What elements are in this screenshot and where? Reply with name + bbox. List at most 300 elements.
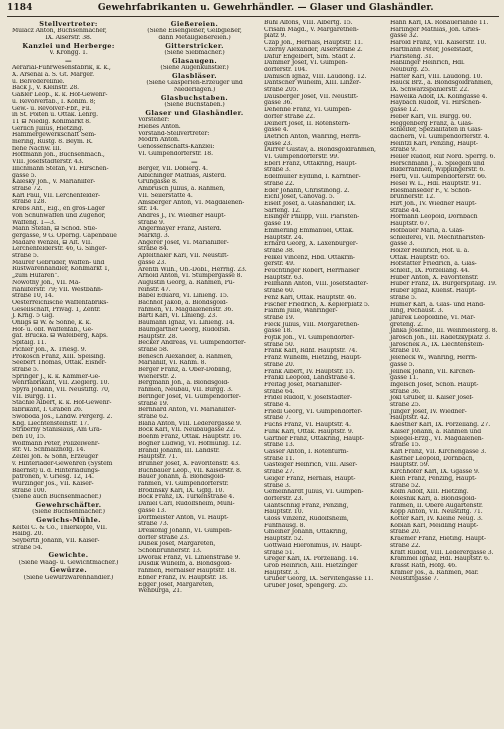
directory-entry-line: straße 11.: [264, 455, 295, 462]
directory-entry-line: straße 84.: [138, 246, 169, 253]
directory-entry-line: Gasser Anton, I. Rotenturm-: [264, 449, 349, 455]
directory-entry-line: Frank Albert, IV. Hauptstr. 15.: [264, 368, 355, 375]
directory-entry-line: Boehm Franz, Ottak. Hauptstr. 16.: [138, 434, 242, 441]
directory-entry-line: Böck Franz, IX. Türkenstraße 4.: [138, 494, 235, 501]
directory-entry-line: Zeifel Joh. & Sohn, Erzeuger: [12, 454, 99, 461]
directory-entry-line: Eberl Franz, Ottakring, Haupt-: [264, 160, 357, 167]
directory-entry-line: Crisam Magd., V. Margarethen-: [264, 26, 359, 33]
directory-entry-line: Harold Franz, VII. Kaiserstr. 10.: [390, 40, 487, 47]
directory-entry-line: gasse 3.: [390, 241, 415, 248]
directory-entry-line: Eder Johann, Christinong. 2.: [264, 187, 350, 194]
directory-entry-line: straße 51.: [264, 549, 295, 556]
directory-entry-line: straße 44.: [390, 207, 421, 214]
directory-entry-line: Vorsteher:: [138, 117, 170, 124]
directory-entry-line: Huber Anton, X. Favoritenstr.: [390, 274, 479, 281]
directory-entry-line: Bilderrahmen, Wipplingerstr. 6.: [390, 167, 486, 174]
directory-entry-line: Hörmann Leopold, Dornbach: [390, 214, 478, 221]
directory-entry-line: Deinert Josef, II. Rotenstern-: [264, 120, 351, 127]
directory-entry-line: schleif., IX. Porzellang. 44.: [390, 268, 470, 275]
directory-entry-line: Gartner Franz, Ottakring, Haupt-: [264, 435, 364, 442]
directory-entry-line: Arnold Anton, VI. Stumpergasse 8.: [138, 273, 243, 280]
directory-entry-line: Buhl Alfons, VIII. Albertg. 15.: [264, 20, 353, 26]
directory-entry-line: Fischer Friedrich, X. Keplerplatz 5.: [264, 301, 370, 308]
directory-entry-line: Berger, VII. Döblerg. 4.: [138, 165, 208, 172]
directory-entry-line: Angermayer Franz, Alsterd.: [138, 226, 222, 233]
directory-entry-line: Modrn Anton.: [138, 137, 180, 144]
directory-entry-line: Janka Josefine, III. Weinmeisterg. 8.: [390, 328, 498, 335]
directory-entry-line: riahilferstr. 79; VII. Westbahn-: [12, 286, 103, 293]
directory-entry-line: (Siehe Siebmacher.): [164, 50, 225, 57]
directory-entry-line: Dußek Josef, Margareten,: [138, 541, 216, 548]
directory-entry-line: Kbg. Liechtensteinstr. 17.: [12, 420, 89, 427]
directory-entry-line: Wolfmann Peter, Polizeiwehr-: [12, 440, 100, 447]
directory-entry-line: straße 22.: [264, 180, 295, 187]
directory-entry-line: Greger Karl, IX. Porzellang. 14.: [264, 556, 359, 563]
directory-entry-line: Nowotny Joh., VII. Ma-: [12, 279, 81, 286]
directory-entry-line: Kaestner Karl, IX. Porzellang. 27.: [390, 422, 491, 429]
directory-entry-line: Hoffmann Joh., Büchsenmach.,: [12, 152, 105, 159]
directory-entry-line: Kolm Adolf, XIII. Hietzing.: [390, 489, 469, 496]
directory-entry-line: Neustiftgasse 7.: [390, 576, 439, 583]
directory-entry-line: Andres J., IV. Wiedner Haupt-: [138, 212, 226, 219]
directory-entry-line: gerstr. 49.: [264, 261, 295, 268]
page-header: [7, 3, 499, 17]
directory-entry-line: Hatter Karl, VIII. Laudong. 10.: [390, 73, 483, 80]
directory-entry-line: Gruber Georg, IX. Servitengasse 11.: [264, 576, 374, 583]
section-heading: Gewürze.: [49, 566, 88, 575]
directory-entry-line: straße 128.: [12, 199, 47, 206]
directory-entry-line: dorferstr. 104.: [264, 66, 308, 73]
directory-entry-line: rahmen, Neubau, VII. Burgg. 3.: [138, 387, 233, 394]
section-heading: Gießereien.: [170, 20, 219, 28]
directory-entry-line: v. Hinterlader-Gewehren (System: [12, 460, 113, 467]
directory-entry-line: Ambrusch Julius, a. Rahmen,: [138, 186, 225, 193]
running-title: Gewehrfabrikanten u. Gewehrhändler. — Glaser und Glashändler.: [97, 3, 434, 13]
directory-entry-line: Becker Andreas, VI. Gumpendorfer-: [138, 340, 246, 347]
directory-entry-line: Klein Franz, Penzing, Haupt-: [390, 475, 477, 482]
directory-entry-line: Gasteiger Heinrich, VIII. Alser-: [264, 462, 358, 469]
directory-entry-line: straße 9.: [390, 147, 417, 154]
directory-entry-line: straße 62.: [138, 414, 169, 420]
directory-entry-line: Dantscher Wilhelm, XIII. Linzer-: [264, 80, 361, 87]
directory-entry-line: Dafür Engelbert, Sim. Stadt 2.: [264, 53, 356, 60]
directory-entry-line: straße 10, 14.: [12, 293, 54, 300]
directory-entry-line: gasse 11.: [390, 375, 419, 382]
directory-entry-line: Grüngasse 8.: [138, 179, 178, 186]
directory-entry-line: Huber Ignaz, Kuenst. Haupt-: [390, 288, 477, 295]
directory-entry-line: Bachhof Jakob, a. Blondsgold-: [138, 300, 228, 307]
directory-entry-line: patronen, V. Griesg. 12, 14.: [12, 474, 94, 481]
directory-entry-line: platz 9.: [264, 33, 287, 40]
directory-entry-line: Schönbrunnerstr. 13.: [138, 548, 202, 555]
directory-entry-line: Dworak Franz, VI. Linienstraße 9.: [138, 554, 241, 561]
directory-entry-line: Fenz Karl, Ottak. Hauptstr. 46.: [264, 294, 357, 301]
directory-entry-line: Damisch Ignaz, VIII. Laudong. 12.: [264, 73, 367, 80]
directory-entry-line: VI. Gumpendorferstr. 18.: [138, 150, 213, 157]
directory-entry-line: Sarfeng. 12.: [264, 207, 301, 214]
directory-entry-line: dorfer straße 22.: [264, 113, 315, 120]
directory-entry-line: u. Revolverfab., I. Kohlm. 8;: [12, 98, 96, 105]
directory-columns: [7, 20, 499, 726]
directory-entry-line: Gruber Josef, Spengerg. 25.: [264, 583, 348, 590]
directory-entry-line: gasse 19.: [264, 221, 293, 228]
directory-entry-line: Brandl Johann, III. Landstr.: [138, 447, 220, 454]
directory-entry-line: Hofbauer Maria, a. Glas-: [390, 227, 465, 234]
directory-entry-line: Gemeinhardt Julius, VI. Gumpen-: [264, 489, 364, 496]
directory-entry-line: Wurzinger Jos., VII. Kaiser-: [12, 480, 94, 487]
directory-entry-line: gaf. Brucka. ⊟ Wafelberg, Kaps.: [12, 333, 108, 340]
directory-entry-line: brunnerstr. 12.: [390, 194, 435, 201]
directory-entry-line: Hauptstr. 52.: [264, 536, 304, 543]
directory-entry-line: Kalesky Joh., V. Mariahilfer-: [12, 179, 96, 186]
directory-entry-line: Ohligs ⊟ W. & Söhne, k. k.: [12, 320, 92, 327]
directory-entry-line: (Siehe auch Büchsenmacher.): [12, 494, 102, 501]
directory-entry-line: Hertl, VII. Gumpendorferstr. 66.: [390, 174, 487, 181]
directory-entry-line: gasse 5.: [390, 361, 415, 368]
column-2: [133, 20, 256, 726]
directory-entry-line: gasse 32.: [390, 33, 419, 40]
directory-entry-line: (Siehe Waag- u. Gewichtmacher.): [18, 559, 119, 566]
directory-entry-line: Springer J., k. k. Kammer-Ge-: [12, 373, 101, 380]
directory-entry-line: Ebner Franz, IV. Hauptstr. 18.: [138, 574, 228, 581]
directory-entry-line: Heggenberg Franz, a. Glas-: [390, 120, 473, 127]
directory-entry-line: wehrfabrikant, VII. Zieglerg. 10.: [12, 380, 110, 387]
directory-entry-line: Elsinger Philipp, VIII. Piaristen-: [264, 214, 360, 221]
directory-entry-line: Harlinger Mathias, Joh. Gries-: [390, 26, 481, 33]
directory-entry-line: Kirchhofer Karl, IX. Ggasse 9.: [390, 469, 480, 476]
directory-entry-line: Jarosch Joh., III. Radetzkyplatz 3.: [390, 335, 491, 342]
directory-entry-line: Buchbauer Leop., VII. Kaiserstr. 8.: [138, 467, 242, 474]
directory-entry-line: mering, Rustg. 8. Beym. R.: [12, 139, 93, 146]
directory-entry-line: Gmeiner Johann, Ottakring,: [264, 529, 348, 536]
directory-entry-line: VII. Burgg. 11.: [12, 393, 57, 400]
directory-entry-line: Mariahilf, VI. Rahm. 8.: [138, 360, 207, 367]
directory-entry-line: Heber Karl, VII. Burgg. 60.: [390, 113, 472, 120]
directory-entry-line: straße 73.: [138, 521, 169, 528]
directory-entry-line: IX. Schwarzspanierstr. 22.: [390, 87, 469, 94]
directory-entry-line: Rüstwarenhändler, Kohlmarkt 1,: [12, 266, 110, 273]
directory-entry-line: Felkel Vincenz, Hbd. Ottakrin-: [264, 254, 355, 261]
directory-entry-line: Jaroschek A., IX. Liechtenstein-: [390, 341, 485, 348]
directory-entry-line: Hauptstr. 24.: [264, 234, 304, 241]
directory-entry-line: Hammergewerkschaft Sem-: [12, 132, 97, 139]
directory-entry-line: ben 10, 15.: [12, 434, 46, 440]
directory-entry-line: Funk Karl, Ottak. Hauptstr. 9.: [264, 428, 354, 435]
directory-entry-line: Vorstand-Stellvertreter:: [138, 130, 210, 137]
directory-entry-line: Dusdik Wilhelm, a. Blondsgold-: [138, 561, 232, 568]
directory-entry-line: Fuchs Franz, VI. Hauptstr. 4.: [264, 422, 351, 429]
directory-entry-line: straße 25.: [390, 402, 421, 409]
directory-entry-line: Frankl Leopold, Landstraße 4.: [264, 375, 356, 382]
directory-entry-line: Eichl Josef, Canovag. 5.: [264, 194, 335, 201]
directory-entry-line: Durrer Gustav, a. Blondsgoldrahmen,: [264, 147, 376, 154]
directory-entry-line: Wienerstr. 2.: [138, 373, 177, 380]
directory-entry-line: straße 4.: [264, 402, 291, 409]
directory-entry-line: Hof- u. öbf. Waffenfab., Ge-: [12, 326, 94, 333]
directory-entry-line: schleifer, Spezialitäten in Glas-: [390, 127, 483, 134]
directory-entry-line: straße 3.: [264, 167, 291, 174]
directory-entry-line: Huber Franz, IX. Bürgerspitalg. 19.: [390, 281, 497, 288]
directory-entry-line: Bäck J., V. Kleinstr. 28.: [12, 85, 80, 92]
directory-entry-line: Hahn Karl, IX. Roßauerlände 11.: [390, 20, 489, 26]
directory-entry-line: Hesel W. L., Hdl. Hauptstr. 91.: [390, 180, 482, 187]
directory-entry-line: Spyra Johann, VII. Neustiftg. 70,: [12, 387, 110, 394]
column-1: [7, 20, 130, 726]
directory-entry-line: Mann Stefan, ⊟ Schöd. Stie-: [12, 226, 98, 233]
directory-entry-line: Czap Joh., Hernals, Hauptstr. 11.: [264, 40, 363, 47]
directory-entry-line: Oesterreichische Waffenfabriks-: [12, 299, 109, 306]
directory-entry-line: Dammer Josef, VI. Gumpen-: [264, 60, 348, 67]
directory-entry-line: dorfer straße 23.: [138, 534, 189, 541]
directory-entry-line: Freitag Josef, Mariahilfer-: [264, 381, 342, 388]
directory-entry-line: Fellmann Anton, VIII. Josefstädter-: [264, 281, 369, 288]
directory-entry-line: Karl Franz, VII. Kirchengasse 3.: [390, 449, 487, 455]
directory-entry-line: Bernhard Anton, VI. Mariahilfer-: [138, 407, 236, 414]
directory-entry-line: (Siehe Eisengießer, Gelbgießer,: [147, 28, 242, 35]
directory-entry-line: straße 20.: [264, 361, 295, 368]
directory-entry-line: straße 13.: [264, 442, 295, 449]
directory-entry-line: Benesch Alexander, a. Rahmen,: [138, 353, 233, 360]
directory-entry-line: Jafurek Leopoldine, VI. Mar-: [390, 314, 476, 321]
directory-entry-line: straße 3.: [264, 482, 291, 489]
directory-entry-line: Hauck Brz., a. Blondsgoldrahmen,: [390, 80, 493, 87]
directory-entry-line: Jelinek Johann, VII. Kirchen-: [390, 368, 476, 375]
directory-entry-line: Heintzl Karl, Penzing, Haupt-: [390, 140, 478, 147]
directory-entry-line: Dausberger Josef, VII. Neustift-: [264, 93, 359, 100]
directory-entry-line: Maurer Gebrüder, Waffen- und: [12, 259, 105, 266]
directory-entry-line: Brodinsky Karl, IX. Ggfg. 10.: [138, 487, 225, 494]
directory-entry-line: Kastner Leopold, Dornbach,: [390, 455, 475, 462]
directory-entry-line: Berger Franz, a. Ober-Döbling,: [138, 367, 232, 374]
directory-entry-line: Krebs Ant., Eig., en gros-Lager: [12, 206, 105, 213]
section-heading: —: [65, 56, 72, 65]
directory-entry-line: VIII. Josefstädterstr. 43.: [12, 159, 84, 166]
directory-entry-line: u. Belvederelinie.: [12, 78, 65, 85]
directory-entry-line: reihstr. 47.: [138, 286, 171, 293]
directory-entry-line: fabrikant, I. Graben 26.: [12, 407, 83, 414]
directory-entry-line: straße 58.: [138, 346, 169, 353]
section-heading: Glasaugen.: [171, 56, 218, 65]
directory-entry-line: VII. Seilerstätte 4.: [138, 192, 193, 199]
directory-entry-line: straße 19.: [138, 400, 169, 407]
directory-entry-line: Hiesmanseder F., V. Schön-: [390, 187, 472, 194]
directory-entry-line: Hofstätter Friedrich, a. Glas-: [390, 261, 477, 268]
directory-entry-line: Dietrich Anton, Währing, Herrn-: [264, 133, 361, 140]
directory-entry-line: Niederlagen.): [173, 87, 216, 94]
directory-entry-line: straße 10.: [390, 348, 421, 355]
directory-entry-line: Spitalg. 11.: [12, 340, 47, 347]
directory-entry-line: in St. Pölten u. Ottak. Lehrg.: [12, 112, 98, 119]
directory-entry-line: rahmen, II. Obere Augartenstr.: [390, 502, 483, 509]
directory-entry-line: Hauptstr. 3.: [264, 569, 300, 576]
directory-entry-line: Hauptstr. 42.: [390, 415, 430, 422]
directory-entry-line: gergasse, 9 G. Operng. Capenbaue: [12, 232, 117, 239]
directory-entry-line: gasse 23.: [264, 140, 293, 147]
directory-entry-line: von Schuhwaffen und Zugehör,: [12, 212, 106, 219]
directory-entry-line: gasse 5.: [12, 172, 37, 179]
directory-entry-line: Hauptstr. 67.: [390, 221, 430, 228]
directory-entry-line: Waffeng. 1—3.: [12, 219, 56, 226]
directory-entry-line: straße 36.: [390, 388, 421, 395]
directory-entry-line: dorferstr. 23.: [264, 495, 304, 502]
directory-entry-line: rahmen, VI. Magdalenenstr. 36.: [138, 306, 234, 313]
directory-entry-line: X. Arsenal a. S. Gt. Marger.: [12, 72, 94, 79]
directory-entry-line: gasse 18.: [264, 328, 293, 335]
section-heading: Gewichte.: [48, 551, 89, 560]
directory-entry-line: Kramer Jos., a. Rahmen, Mar.: [390, 569, 479, 576]
directory-entry-line: Emmerling Emmanuel, Ottak.: [264, 227, 354, 234]
directory-entry-line: Seebert Thomas, Ottak. Eisner-: [12, 360, 107, 367]
directory-entry-line: Daniel Carl, Rudolfsheim, Mühl-: [138, 501, 235, 508]
directory-entry-line: straße 52.: [390, 482, 421, 489]
directory-entry-line: straße 9.: [138, 219, 165, 226]
directory-entry-line: Fleck Julius, VIII. Morgarethen-: [264, 321, 360, 328]
directory-entry-line: rahmen, VI. Gumpendorferstr.: [138, 481, 229, 488]
directory-entry-line: Holzer Heinrich, Hof. u. a.: [390, 247, 470, 254]
directory-entry-line: Madaré Wenzel, ⊟ Alt. VII.: [12, 239, 93, 246]
directory-entry-line: Herschmann J., a. Spiegeln und: [390, 160, 485, 167]
directory-entry-line: Arenth Wilh., Ob.-Döbl., Herrng. 23.: [138, 266, 247, 273]
directory-entry-line: gasse 12.: [390, 107, 419, 114]
directory-entry-line: Gerlich Julius, Hietzing.: [12, 125, 84, 132]
directory-entry-line: „zum Hufaren".: [12, 273, 59, 280]
directory-entry-line: Piaristeng. 31.: [390, 53, 434, 60]
directory-entry-line: Baumgartner Georg, Rudolfsh.: [138, 326, 231, 333]
directory-entry-line: Jeleneck W., Währing, Herrn-: [390, 355, 477, 362]
directory-entry-line: Illichmann Stefan, VI. Hirschen-: [12, 165, 109, 172]
directory-entry-line: Augustin Georg, a. Rahmen, Pu-: [138, 279, 235, 286]
directory-entry-line: Fünfhausg. 8.: [264, 522, 306, 529]
directory-entry-line: Franz Wilhelm, Hietzing, Haupt-: [264, 355, 362, 362]
directory-entry-line: Lerchenfelderstr. 46, G. Singer-: [12, 246, 107, 253]
directory-entry-line: straße 38.: [264, 247, 295, 254]
directory-entry-line: Bartl Karl, VI. Linieng. 23.: [138, 313, 218, 320]
directory-entry-line: Gloss Vinzenz, Rudolfsheim,: [264, 516, 349, 523]
directory-entry-line: Fridel Rudolf, V. Josefstädter-: [264, 395, 352, 402]
directory-entry-line: Junger Josef, IV. Wiedner-: [390, 408, 467, 415]
directory-entry-line: Aerarial-Fuhrwesensfabrik, k. k.,: [12, 65, 111, 72]
directory-entry-line: Hauptstr. 63.: [264, 274, 304, 281]
directory-entry-line: Friedl Georg, VI. Gumpendorfer-: [264, 408, 363, 415]
directory-entry-line: fiehe Nachw. III.: [12, 145, 62, 152]
directory-entry-line: Hirt Joh., IV. Wiedner Haupt-: [390, 200, 477, 207]
directory-entry-line: Hauptstr. 59.: [390, 462, 430, 469]
directory-entry-line: dann Metallgießereien.): [158, 35, 231, 42]
directory-entry-line: straße 54.: [12, 544, 43, 551]
section-heading: Kanzlei und Herberge:: [22, 41, 115, 50]
directory-entry-line: Geiger Franz, Hernals, Haupt-: [264, 475, 356, 482]
directory-entry-line: Ottak. Hauptstr. 65.: [390, 254, 450, 261]
directory-entry-line: Babel Eduard, VI. Linieng. 15.: [138, 293, 229, 300]
directory-entry-line: Krasst Rath, Hofg. 46.: [390, 562, 457, 569]
section-heading: Gewehrschäfter.: [35, 501, 102, 510]
directory-entry-line: Gesellschaft, Priväg. 1, Zentr.: [12, 306, 101, 313]
directory-entry-line: gasse 36.: [264, 100, 293, 107]
page-number: 1184: [7, 3, 33, 13]
directory-entry-line: straße 100.: [12, 487, 47, 494]
directory-entry-line: Egger Josef, Margareten,: [138, 581, 214, 588]
directory-entry-line: Bogner Ludwig, VI. Hofmühlg. 12.: [138, 440, 242, 447]
directory-entry-line: Beringer Josef, VI. Gumpendorfer-: [138, 393, 241, 400]
directory-entry-line: Apfelthaler Karl, VII. Neustift-: [138, 253, 229, 260]
directory-entry-line: Eiselt Josef, a. Glashändler, IX.: [264, 200, 356, 207]
directory-entry-line: Haybach Rudolf, VI. Hirschen-: [390, 100, 482, 107]
directory-entry-line: Heller Rudolf, Ruf Nord. Sperrg. 6.: [390, 154, 496, 161]
directory-entry-line: Hawelka Adolf, IX. Kolingasse 4.: [390, 93, 488, 100]
directory-entry-line: Striberny Stanislaus, Am Gra-: [12, 427, 102, 434]
directory-entry-line: VI. Gumpendorferstr. 99.: [264, 154, 339, 161]
directory-entry-line: str. VI. Schmalzhofg. 14.: [12, 447, 86, 454]
directory-entry-line: Koblan Karl, Meidling Haupt-: [390, 522, 479, 529]
directory-entry-line: schleiferei, VII. Mechitharisten-: [390, 234, 486, 241]
directory-entry-line: Wehburga, 21.: [138, 588, 182, 595]
directory-entry-line: 11 ⊟ Niedlg. Kohlmarkt 8.: [12, 118, 91, 125]
section-heading: Gewichs-Mühle.: [36, 516, 101, 525]
directory-entry-line: Albichinger Mathias, Alsterd.: [138, 172, 226, 179]
section-heading: —: [191, 157, 198, 166]
directory-entry-line: IX. Alserstr. 38.: [45, 35, 92, 42]
directory-entry-line: straße 205.: [264, 87, 299, 94]
directory-entry-line: Stachle Albert, k. k. Hof-Gewehr-: [12, 400, 112, 407]
directory-entry-line: Amsberger Anton, VI. Magdalenen-: [138, 199, 245, 206]
directory-entry-line: Mulacz Anton, Büchsenmacher,: [12, 28, 107, 35]
section-heading: Glasbläser.: [172, 72, 217, 81]
directory-entry-line: straße 7.: [264, 415, 291, 422]
directory-entry-line: Gew.- u. Revolver-Fbr., Fil.: [12, 105, 92, 112]
directory-entry-line: Genossenschafts-Kanzlei:: [138, 144, 215, 151]
directory-entry-line: Swoboda Jos., Landw. Pergerg. 2.: [12, 413, 113, 420]
directory-entry-line: Czerny Alexander, Alserstraße 2.: [264, 46, 363, 53]
directory-entry-line: rahmen, Hernalser Hauptstr. 18.: [138, 568, 237, 575]
directory-entry-line: Prokosch Franz, XIII. Speising.: [12, 353, 106, 360]
column-3: [259, 20, 382, 726]
directory-entry-line: Blaha Anton, VIII. Lederergasse 9.: [138, 420, 242, 427]
directory-entry-line: Bauer Johann, a. Blondsgold-: [138, 474, 226, 481]
directory-entry-line: Dreikönig Johann, VI. Gumpen-: [138, 527, 232, 534]
column-4: [385, 20, 499, 726]
directory-entry-line: (Siehe Glasperlen-Erzeuger und: [146, 80, 243, 87]
section-heading: Glasbuchstaben.: [160, 93, 229, 102]
directory-entry-line: Hießes Anton.: [138, 124, 181, 131]
directory-entry-line: Halbg. 20.: [12, 531, 44, 538]
directory-entry-line: Feuchtinger Robert, Herrnalser: [264, 268, 360, 275]
directory-entry-line: Kopp Anton, VII. Neustiftg. 71.: [390, 509, 483, 516]
directory-entry-line: (Siehe Buchstaben.): [164, 102, 225, 109]
directory-entry-line: Brunner Josef, X. Favoritenstr. 43.: [138, 460, 240, 467]
directory-entry-line: Gottwald Hieronimus, IV. Haupt-: [264, 542, 362, 549]
directory-entry-line: Edelmüller Eydiind, I. Kärntner-: [264, 174, 361, 181]
directory-entry-line: straße 72.: [12, 185, 43, 192]
directory-entry-line: Haßlinger Heinrich, Hdl.: [390, 60, 465, 67]
directory-entry-line: straße 50.: [264, 341, 295, 348]
directory-entry-line: gasse 13.: [138, 507, 167, 514]
directory-entry-line: greteng. 2.: [390, 321, 423, 328]
section-heading: Stellvertreter:: [39, 20, 98, 28]
directory-entry-line: Dorfmeister Anton, VI. Haupt-: [138, 514, 229, 521]
directory-entry-line: V. Krongg. 1.: [49, 50, 88, 57]
directory-entry-line: Hauptstr. 71.: [138, 454, 178, 461]
directory-entry-line: (Siehe Augenkünstler.): [160, 65, 229, 72]
directory-entry-line: Bock Karl, VII. Neubaugasse 22.: [138, 427, 236, 434]
directory-entry-line: Baumann Ignaz, VI. Linieng. 14.: [138, 320, 235, 327]
directory-entry-line: Jokl Gruber, II. Kaiser Josef-: [390, 395, 474, 402]
directory-entry-line: Spiegel-Erzg., VI. Magdalenen-: [390, 435, 484, 442]
directory-entry-line: straße 15.: [390, 442, 421, 449]
directory-entry-line: straße 20.: [390, 529, 421, 536]
section-heading: Gitterstricker.: [165, 41, 224, 50]
directory-entry-line: Angerer Josef, VI. Mariahilfer-: [138, 239, 229, 246]
directory-entry-line: Marktg. 3.: [138, 233, 170, 240]
